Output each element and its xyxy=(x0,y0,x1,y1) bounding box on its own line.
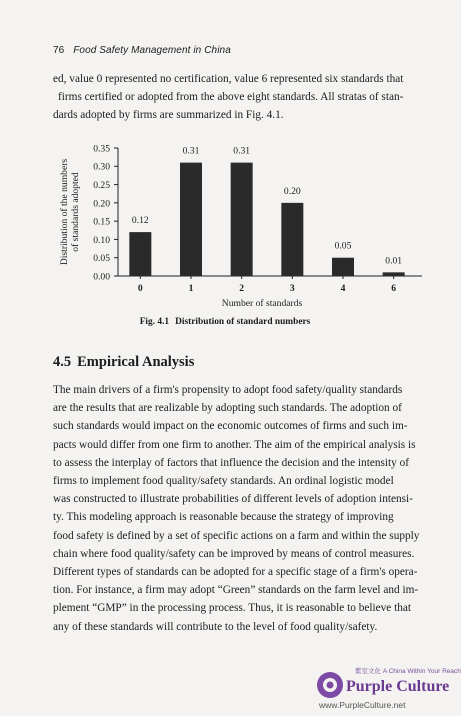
text-line: plement “GMP” in the processing process. Thus, it is reasonable to believe that xyxy=(53,602,412,615)
x-tick-label: 3 xyxy=(289,283,295,294)
y-tick-label: 0.25 xyxy=(93,179,110,191)
bar xyxy=(383,272,405,276)
bar-value-label: 0.01 xyxy=(385,255,403,267)
watermark-brand: Purple Culture xyxy=(346,678,450,695)
y-tick-label: 0.05 xyxy=(93,253,110,265)
bar xyxy=(332,258,354,276)
x-tick-label: 2 xyxy=(239,283,245,294)
y-axis-title-line2: of standards adopted xyxy=(70,172,81,252)
x-axis-title: Number of standards xyxy=(221,298,303,309)
section-heading xyxy=(53,354,194,371)
text-line: food safety is defined by a set of specific actions on a farm and within the supply xyxy=(53,529,420,542)
bar xyxy=(180,163,202,276)
y-tick-label: 0.35 xyxy=(93,143,110,155)
text-line: ed, value 0 represented no certification, value 6 represented six standards that xyxy=(53,73,404,85)
text-line: tion. For instance, a firm may adopt “Green” standards on the farm level and im- xyxy=(53,584,419,597)
text-line: The main drivers of a firm's propensity to adopt food safety/quality standards xyxy=(53,384,403,396)
body-paragraph xyxy=(53,381,425,636)
bar-value-label: 0.05 xyxy=(334,240,352,252)
bar xyxy=(281,203,303,276)
y-tick-label: 0.20 xyxy=(93,198,110,210)
text-line: Different types of standards can be adopted for a specific stage of a firm's opera- xyxy=(53,566,418,579)
watermark-url: www.PurpleCulture.net xyxy=(319,700,406,710)
bar-value-label: 0.31 xyxy=(182,145,200,157)
bar-value-label: 0.20 xyxy=(283,185,301,197)
x-tick-label: 6 xyxy=(391,283,397,294)
y-tick-label: 0.00 xyxy=(93,271,110,283)
text-line: firms certified or adopted from the above eight standards. All stratas of stan- xyxy=(58,91,404,104)
figure-caption xyxy=(0,317,450,327)
x-tick-label: 1 xyxy=(188,283,194,294)
y-tick-label: 0.15 xyxy=(93,216,110,228)
watermark-tagline xyxy=(355,666,461,675)
text-line: such standards would impact on the economic outcomes of firms and such im- xyxy=(53,420,408,433)
text-line: dards adopted by firms are summarized in Fig. 4.1. xyxy=(53,109,284,122)
y-axis-title-line1: Distribution of the numbers xyxy=(59,158,70,266)
bar-chart xyxy=(0,0,450,330)
text-line: pacts would differ from one firm to another. The aim of the empirical analysis is xyxy=(53,438,416,451)
y-tick-label: 0.10 xyxy=(93,234,110,246)
x-tick-label: 4 xyxy=(340,283,346,294)
section-title: Empirical Analysis xyxy=(77,354,195,370)
text-line: are the results that are realizable by adopting such standards. The adoption of xyxy=(53,402,402,415)
watermark-logo xyxy=(313,666,461,712)
text-line: any of these standards will contribute to the level of food quality/safety. xyxy=(53,620,378,633)
y-tick-label: 0.30 xyxy=(93,161,110,173)
figure-caption-text: Distribution of standard numbers xyxy=(175,317,311,327)
bar-value-label: 0.12 xyxy=(131,215,149,227)
running-title: Food Safety Management in China xyxy=(73,45,231,56)
section-number: 4.5 xyxy=(53,354,72,370)
bar xyxy=(129,232,151,276)
bar-value-label: 0.31 xyxy=(233,145,251,157)
purple-culture-logo-icon xyxy=(315,670,345,700)
watermark-chinese: 紫室文化 xyxy=(355,668,381,675)
text-line: to assess the interplay of factors that influence the decision and the intensity of xyxy=(53,456,410,469)
text-line: ty. This modeling approach is reasonable because the strategy of improving xyxy=(53,511,394,524)
page-number: 76 xyxy=(53,45,65,56)
text-line: chain where food quality/safety can be improved by means of control measures. xyxy=(53,547,415,560)
x-tick-label: 0 xyxy=(137,283,143,294)
watermark-tagline-text: A China Within Your Reach xyxy=(382,668,461,675)
figure-label: Fig. 4.1 xyxy=(139,317,170,327)
text-line: firms to implement food quality/safety standards. An ordinal logistic model xyxy=(53,475,394,488)
bar xyxy=(231,163,253,276)
text-line: was constructed to illustrate probabilities of different levels of adoption intensi- xyxy=(53,493,413,506)
